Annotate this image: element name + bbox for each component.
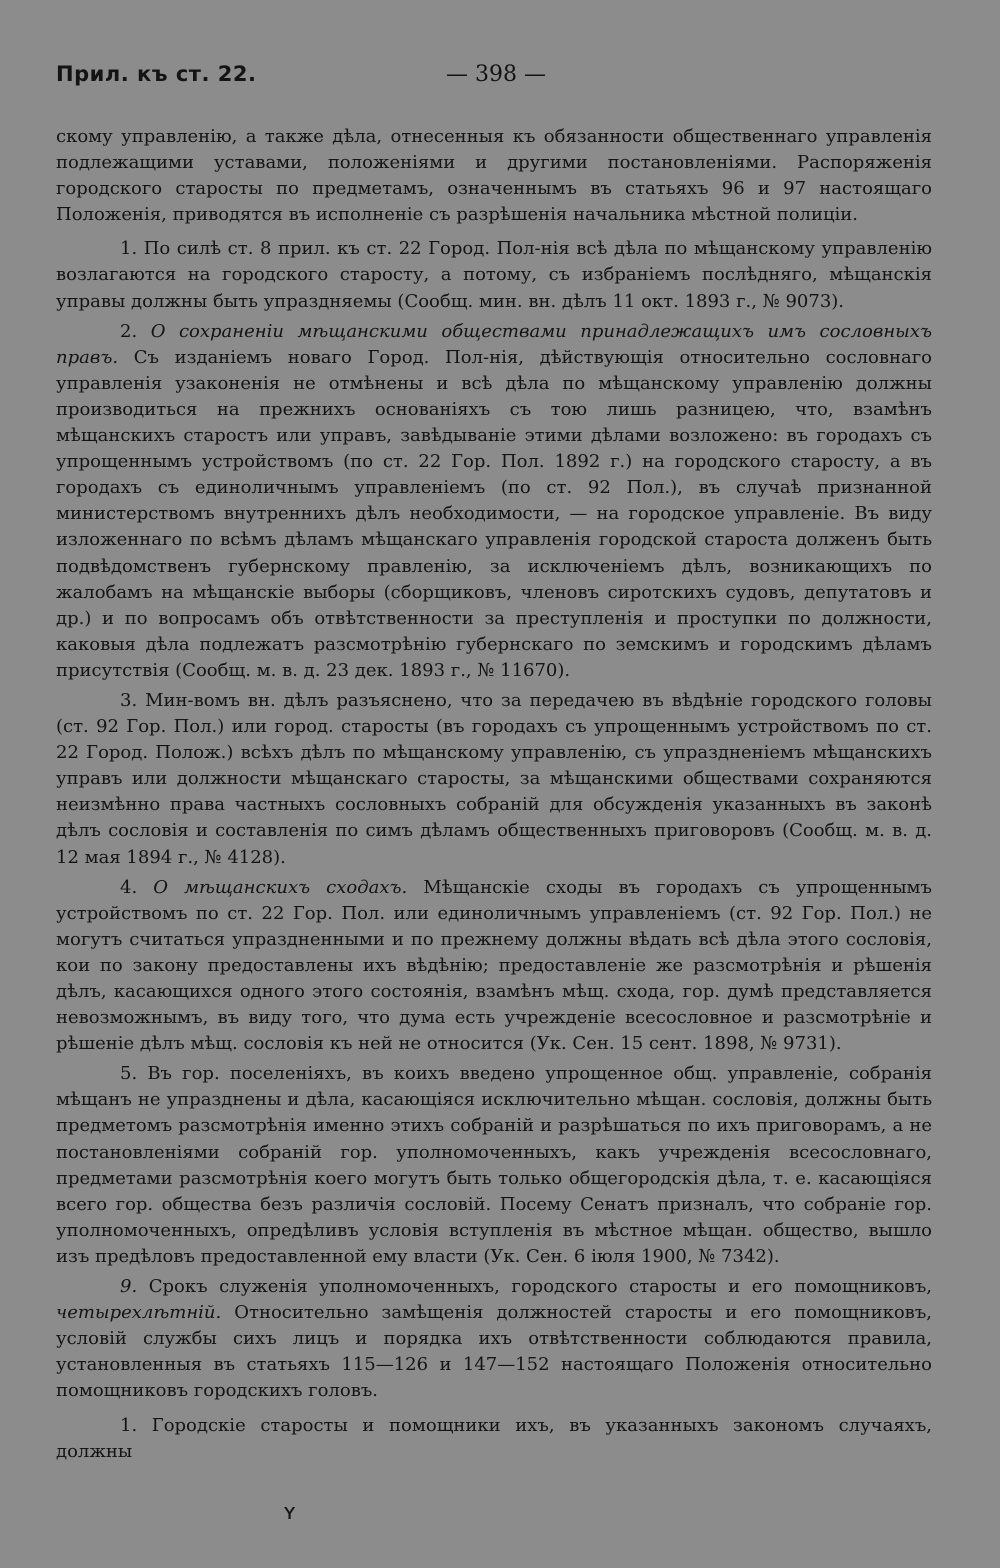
note-5 xyxy=(56,1061,932,1270)
emphasis-term: четырехлѣтній. xyxy=(56,1302,222,1324)
article-number: 9. xyxy=(120,1276,138,1298)
paragraph-text: скому управленію, а также дѣла, отнесенныя къ обязанности общественнаго управленія подлежащими уставами, положеніями и другими постановленіями. Распоряженія городского старосты по предметамъ, означеннымъ въ статьяхъ 96 и 97 настоящаго Положенія, приводятся въ исполненіе съ разрѣшенія начальника мѣстной полиціи. xyxy=(56,126,932,226)
paragraph-text: 3. Мин-вомъ вн. дѣлъ разъяснено, что за передачею въ вѣдѣніе городского головы (ст. 92 Гор. Пол.) или город. старосты (въ городахъ съ упрощеннымъ устройствомъ по ст. 22 Город. Полож.) всѣхъ дѣлъ по мѣщанскому управленію, съ упраздненіемъ мѣщанскихъ управъ или должности мѣщанскаго старосты, за мѣщанскими обществами сохраняются неизмѣнно права частныхъ сословныхъ собраній для обсужденія указанныхъ въ законѣ дѣлъ сословія и составленія по симъ дѣламъ общественныхъ приговоровъ (Сообщ. м. в. д. 12 мая 1894 г., № 4128). xyxy=(56,689,932,868)
note-4 xyxy=(56,875,932,1058)
note-1-article-9 xyxy=(56,1413,932,1465)
bottom-mark: ʏ xyxy=(283,1500,297,1525)
note-number: 2. xyxy=(120,320,151,342)
section-reference: Прил. къ ст. 22. xyxy=(56,62,257,86)
paragraph-text: Мѣщанскіе сходы въ городахъ съ упрощеннымъ устройствомъ по ст. 22 Гор. Пол. или единоличнымъ управленіемъ (ст. 92 Гор. Пол.) не могутъ считаться упраздненными и по прежнему должны вѣдать всѣ дѣла этого сословія, кои по закону предоставлены ихъ вѣдѣнію; предоставленіе же разсмотрѣнія и рѣшенія дѣлъ, касающихся одного этого состоянія, взамѣнъ мѣщ. схода, гор. думѣ представляется невозможнымъ, въ виду того, что дума есть учрежденіе всесословное и разсмотрѣніе и рѣшеніе дѣлъ мѣщ. сословія къ ней не относится (Ук. Сен. 15 сент. 1898, № 9731). xyxy=(56,876,932,1055)
page-body xyxy=(56,124,932,1465)
paragraph-continuation xyxy=(56,124,932,228)
note-2 xyxy=(56,319,932,684)
note-heading: О сохраненіи мѣщанскими обществами принадлежащихъ имъ сословныхъ правъ. xyxy=(56,320,932,368)
page-number: — 398 — xyxy=(446,62,546,87)
paragraph-text: 1. Городскіе старосты и помощники ихъ, въ указанныхъ закономъ случаяхъ, должны xyxy=(56,1414,932,1462)
page-header xyxy=(56,62,936,96)
note-3 xyxy=(56,688,932,871)
note-heading: О мѣщанскихъ сходахъ. xyxy=(153,876,408,898)
paragraph-text: Относительно замѣщенія должностей старосты и его помощниковъ, условій службы сихъ лицъ и порядка ихъ отвѣтственности соблюдаются правила, установленныя въ статьяхъ 115—126 и 147—152 настоящаго Положенія относительно помощниковъ городскихъ головъ. xyxy=(56,1302,932,1402)
note-1 xyxy=(56,236,932,314)
paragraph-text: Съ изданіемъ новаго Город. Пол-нія, дѣйствующія относительно сословнаго управленія узаконенія не отмѣнены и всѣ дѣла по мѣщанскому управленію должны производиться на прежнихъ основаніяхъ съ тою лишь разницею, что, взамѣнъ мѣщанскихъ старостъ или управъ, завѣдываніе этими дѣлами возложено: въ городахъ съ упрощеннымъ устройствомъ (по ст. 22 Гор. Пол. 1892 г.) на городского старосту, а въ городахъ съ единоличнымъ управленіемъ (по ст. 92 Пол.), въ случаѣ признанной министерствомъ внутреннихъ дѣлъ необходимости, — на городское управленіе. Въ виду изложеннаго по всѣмъ дѣламъ мѣщанскаго управленія городской староста долженъ быть подвѣдомственъ губернскому правленію, за исключеніемъ дѣлъ, возникающихъ по жалобамъ на мѣщанскіе выборы (сборщиковъ, членовъ сиротскихъ судовъ, депутатовъ и др.) и по вопросамъ объ отвѣтственности за преступленія и проступки по должности, каковыя дѣла подлежатъ разсмотрѣнію губернскаго по земскимъ и городскимъ дѣламъ присутствія (Сообщ. м. в. д. 23 дек. 1893 г., № 11670). xyxy=(56,346,932,681)
note-number: 4. xyxy=(120,876,154,898)
paragraph-text: 1. По силѣ ст. 8 прил. къ ст. 22 Город. Пол-нія всѣ дѣла по мѣщанскому управленію возлагаются на городского старосту, а потому, съ избраніемъ послѣдняго, мѣщанскія управы должны быть упраздняемы (Сообщ. мин. вн. дѣлъ 11 окт. 1893 г., № 9073). xyxy=(56,238,932,312)
paragraph-text: 5. Въ гор. поселеніяхъ, въ коихъ введено упрощенное общ. управленіе, собранія мѣщанъ не упразднены и дѣла, касающіяся исключительно мѣщан. сословія, должны быть предметомъ разсмотрѣнія именно этихъ собраній и разрѣшаться по ихъ приговорамъ, а не постановленіями собраній гор. уполномоченныхъ, какъ учрежденія всесословнаго, предметами разсмотрѣнія коего могутъ быть только общегородскія дѣла, т. е. касающіяся всего гор. общества безъ различія сословій. Посему Сенатъ призналъ, что собраніе гор. уполномоченныхъ, опредѣливъ условія вступленія въ мѣстное мѣщан. общество, вышло изъ предѣловъ предоставленной ему власти (Ук. Сен. 6 іюля 1900, № 7342). xyxy=(56,1063,932,1267)
paragraph-text: Срокъ служенія уполномоченныхъ, городского старосты и его помощниковъ, xyxy=(137,1276,932,1298)
article-9 xyxy=(56,1274,932,1404)
